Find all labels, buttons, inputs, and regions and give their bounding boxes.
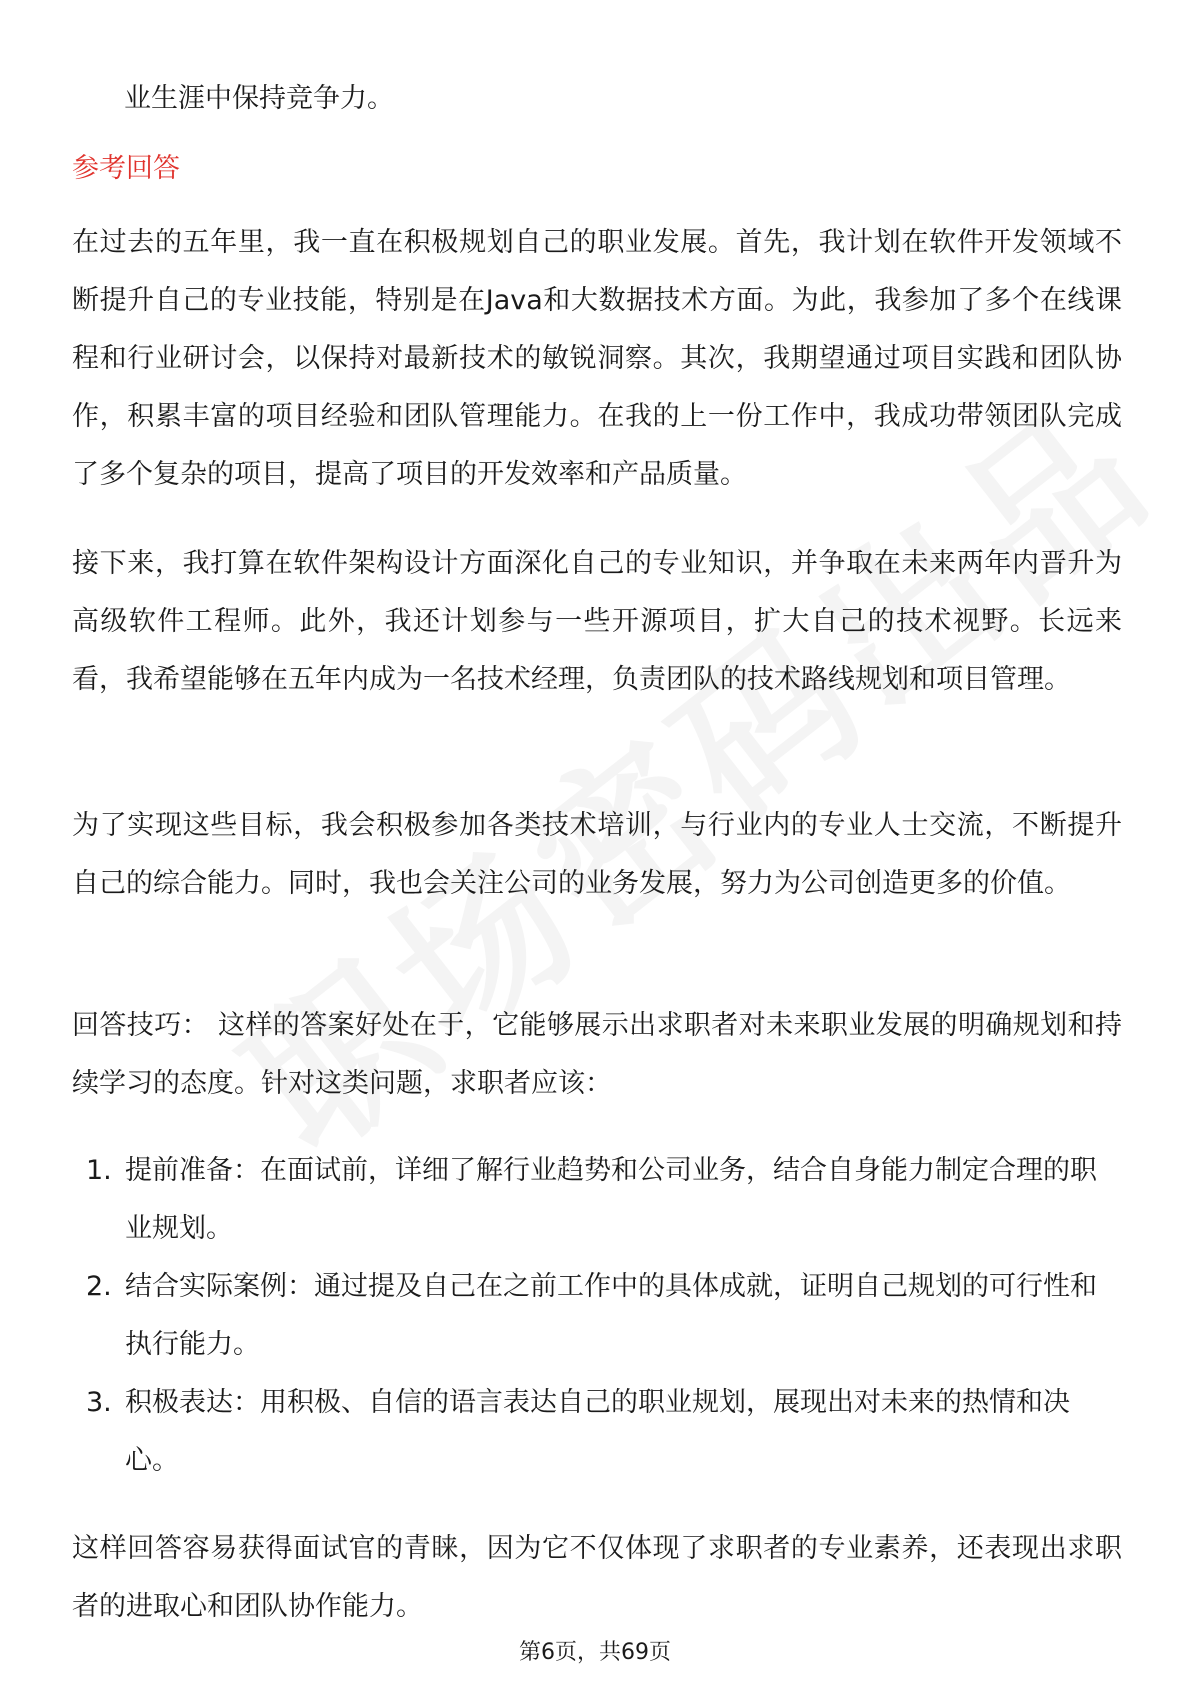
- list-number: 3.: [86, 1387, 112, 1418]
- closing-paragraph: 这样回答容易获得面试官的青睐，因为它不仅体现了求职者的专业素养，还表现出求职者的进取心和团队协作能力。: [72, 1533, 1122, 1622]
- list-item-text: 结合实际案例：通过提及自己在之前工作中的具体成就，证明自己规划的可行性和执行能力。: [125, 1271, 1097, 1360]
- answer-paragraph-1: 在过去的五年里，我一直在积极规划自己的职业发展。首先，我计划在软件开发领域不断提升自己的专业技能，特别是在Java和大数据技术方面。为此，我参加了多个在线课程和行业研讨会，以保持对最新技术的敏锐洞察。其次，我期望通过项目实践和团队协作，积累丰富的项目经验和团队管理能力。在我的上一份工作中，我成功带领团队完成了多个复杂的项目，提高了项目的开发效率和产品质量。: [72, 227, 1122, 490]
- page-number-footer: 第6页，共69页: [519, 1640, 671, 1665]
- tips-list-item: [72, 1374, 1122, 1490]
- answer-tips-intro: 回答技巧： 这样的答案好处在于，它能够展示出求职者对未来职业发展的明确规划和持续学习的态度。针对这类问题，求职者应该：: [72, 1010, 1122, 1099]
- list-item-text: 提前准备：在面试前，详细了解行业趋势和公司业务，结合自身能力制定合理的职业规划。: [125, 1155, 1097, 1244]
- answer-paragraph-2: 接下来，我打算在软件架构设计方面深化自己的专业知识，并争取在未来两年内晋升为高级软件工程师。此外，我还计划参与一些开源项目，扩大自己的技术视野。长远来看，我希望能够在五年内成为一名技术经理，负责团队的技术路线规划和项目管理。: [72, 548, 1122, 695]
- list-number: 1.: [86, 1155, 112, 1186]
- list-number: 2.: [86, 1271, 112, 1302]
- section-title-reference-answer: 参考回答: [72, 153, 180, 184]
- tips-list-item: [72, 1258, 1122, 1374]
- tips-list-item: [72, 1142, 1122, 1258]
- answer-paragraph-3: 为了实现这些目标，我会积极参加各类技术培训，与行业内的专业人士交流，不断提升自己的综合能力。同时，我也会关注公司的业务发展，努力为公司创造更多的价值。: [72, 810, 1122, 899]
- lead-continuation-line: 业生涯中保持竞争力。: [124, 83, 394, 114]
- tips-list: [72, 1142, 1122, 1490]
- list-item-text: 积极表达：用积极、自信的语言表达自己的职业规划，展现出对未来的热情和决心。: [125, 1387, 1070, 1476]
